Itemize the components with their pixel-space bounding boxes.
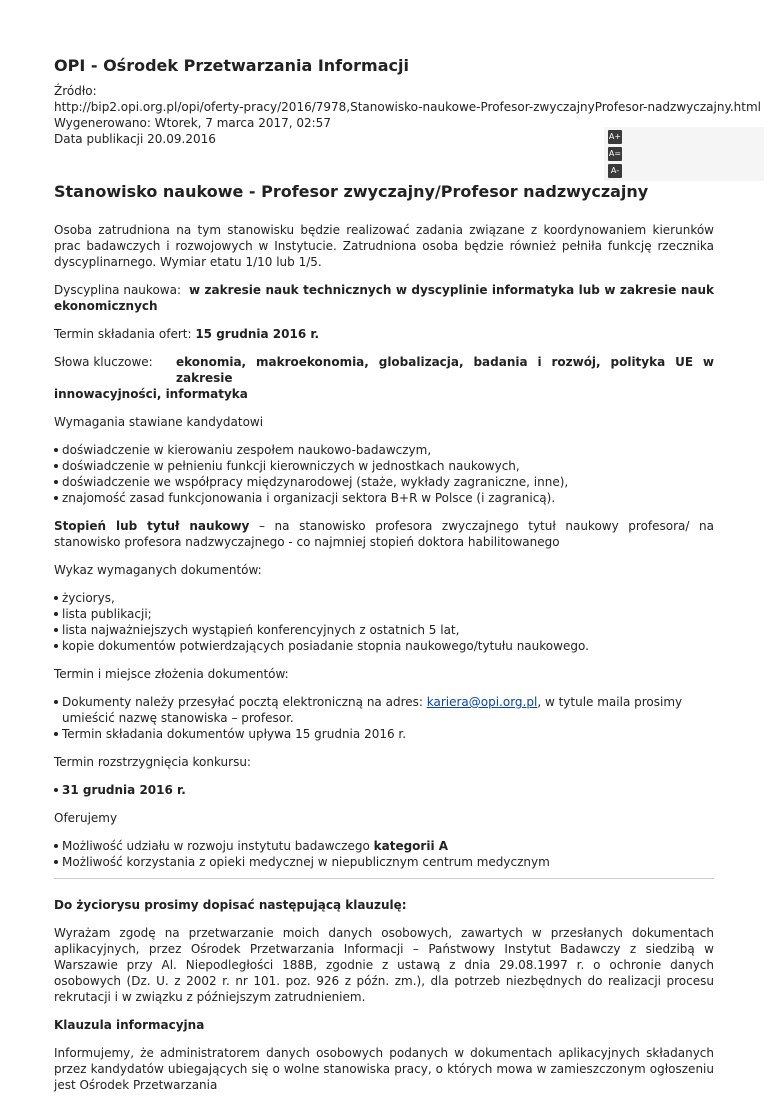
list-item: Termin składania dokumentów upływa 15 grudnia 2016 r. xyxy=(54,726,714,742)
source-label: Źródło: xyxy=(54,84,97,98)
requirements-heading: Wymagania stawiane kandydatowi xyxy=(54,415,264,429)
info-clause-heading: Klauzula informacyjna xyxy=(54,1018,205,1032)
list-item: kopie dokumentów potwierdzających posiadanie stopnia naukowego/tytułu naukowego. xyxy=(54,638,714,654)
offer-category: kategorii A xyxy=(373,839,449,853)
deadline-value: 15 grudnia 2016 r. xyxy=(195,327,320,341)
list-item: lista publikacji; xyxy=(54,606,714,622)
publication-date: Data publikacji 20.09.2016 xyxy=(54,132,216,146)
list-item: znajomość zasad funkcjonowania i organizacji sektora B+R w Polsce (i zagranicą). xyxy=(54,490,714,506)
clause-heading: Do życiorysu prosimy dopisać następującą klauzulę: xyxy=(54,898,407,912)
discipline-value-cont: ekonomicznych xyxy=(54,299,158,313)
discipline-label: Dyscyplina naukowa: xyxy=(54,283,181,297)
main-content xyxy=(54,222,714,1105)
keywords-value-cont: innowacyjności, informatyka xyxy=(54,387,248,401)
list-item: Możliwość korzystania z opieki medycznej w niepublicznym centrum medycznym xyxy=(54,854,714,870)
list-item xyxy=(54,838,714,854)
font-default-icon[interactable]: A= xyxy=(608,147,622,161)
resolution-list xyxy=(54,782,714,798)
offer-heading: Oferujemy xyxy=(54,811,118,825)
divider xyxy=(54,878,714,879)
deadline-line xyxy=(54,326,714,342)
organization-title: OPI - Ośrodek Przetwarzania Informacji xyxy=(54,56,409,75)
email-link[interactable]: kariera@opi.org.pl xyxy=(426,695,538,709)
keywords-value: ekonomia, makroekonomia, globalizacja, badania i rozwój, polityka UE w zakresie xyxy=(176,355,714,385)
submission-heading: Termin i miejsce złożenia dokumentów: xyxy=(54,667,289,681)
list-item: lista najważniejszych wystąpień konferencyjnych z ostatnich 5 lat, xyxy=(54,622,714,638)
submission-list xyxy=(54,694,714,742)
list-item: doświadczenie w kierowaniu zespołem naukowo-badawczym, xyxy=(54,442,714,458)
deadline-label: Termin składania ofert: xyxy=(54,327,196,341)
list-item: życiorys, xyxy=(54,590,714,606)
offer-text: Możliwość udziału w rozwoju instytutu badawczego xyxy=(62,839,374,853)
font-decrease-icon[interactable]: A- xyxy=(608,164,622,178)
intro-paragraph: Osoba zatrudniona na tym stanowisku będzie realizować zadania związane z koordynowaniem kierunków prac badawczych i rozwojowych w Instytucie. Zatrudniona osoba będzie również pełniła funkcję rzecznika dyscyplinarnego. Wymiar etatu 1/10 lub 1/5. xyxy=(54,223,714,269)
degree-paragraph xyxy=(54,518,714,550)
list-item: doświadczenie we współpracy międzynarodowej (staże, wykłady zagraniczne, inne), xyxy=(54,474,714,490)
info-clause-text: Informujemy, że administratorem danych osobowych podanych w dokumentach aplikacyjnych składanych przez kandydatów ubiegających się o wolne stanowiska pracy, o których mowa w zamieszczonym ogłoszeniu jest Ośrodek Przetwarzania xyxy=(54,1046,714,1092)
discipline-block xyxy=(54,282,714,314)
generated-date: Wygenerowano: Wtorek, 7 marca 2017, 02:57 xyxy=(54,116,331,130)
list-item: 31 grudnia 2016 r. xyxy=(54,782,714,798)
font-increase-icon[interactable]: A+ xyxy=(608,130,622,144)
source-url: http://bip2.opi.org.pl/opi/oferty-pracy/2016/7978,Stanowisko-naukowe-Profesor-zwyczajnyProfesor-nadzwyczajny.html xyxy=(54,100,761,114)
resolution-heading: Termin rozstrzygnięcia konkursu: xyxy=(54,755,251,769)
documents-list xyxy=(54,590,714,654)
documents-heading: Wykaz wymaganych dokumentów: xyxy=(54,563,262,577)
degree-label: Stopień lub tytuł naukowy xyxy=(54,519,250,533)
submission-text: Dokumenty należy przesyłać pocztą elektroniczną na adres: xyxy=(62,695,427,709)
discipline-value: w zakresie nauk technicznych w dyscyplinie informatyka lub w zakresie nauk xyxy=(189,283,714,297)
clause-text: Wyrażam zgodę na przetwarzanie moich danych osobowych, zawartych w przesłanych dokumentach aplikacyjnych, przez Ośrodek Przetwarzania Informacji – Państwowy Instytut Badawczy z siedzibą w Warszawie przy Al. Niepodległości 188B, zgodnie z ustawą z dnia 29.08.1997 r. o ochronie danych osobowych (Dz. U. z 2002 r. nr 101. poz. 926 z późn. zm.), dla potrzeb niezbędnych do realizacji procesu rekrutacji i w związku z późniejszym zatrudnieniem. xyxy=(54,926,714,1004)
list-item xyxy=(54,694,714,726)
keywords-block xyxy=(54,354,714,402)
font-size-tools xyxy=(604,127,764,181)
keywords-label: Słowa kluczowe: xyxy=(54,355,153,369)
submission-text-after: , w tytule maila prosimy umieścić nazwę stanowiska – profesor. xyxy=(62,695,683,725)
offer-list xyxy=(54,838,714,870)
list-item: doświadczenie w pełnieniu funkcji kierowniczych w jednostkach naukowych, xyxy=(54,458,714,474)
degree-text: – na stanowisko profesora zwyczajnego tytuł naukowy profesora/ na stanowisko profesora nadzwyczajnego - co najmniej stopień doktora habilitowanego xyxy=(54,519,714,549)
requirements-list xyxy=(54,442,714,506)
page-title: Stanowisko naukowe - Profesor zwyczajny/Profesor nadzwyczajny xyxy=(54,182,649,201)
